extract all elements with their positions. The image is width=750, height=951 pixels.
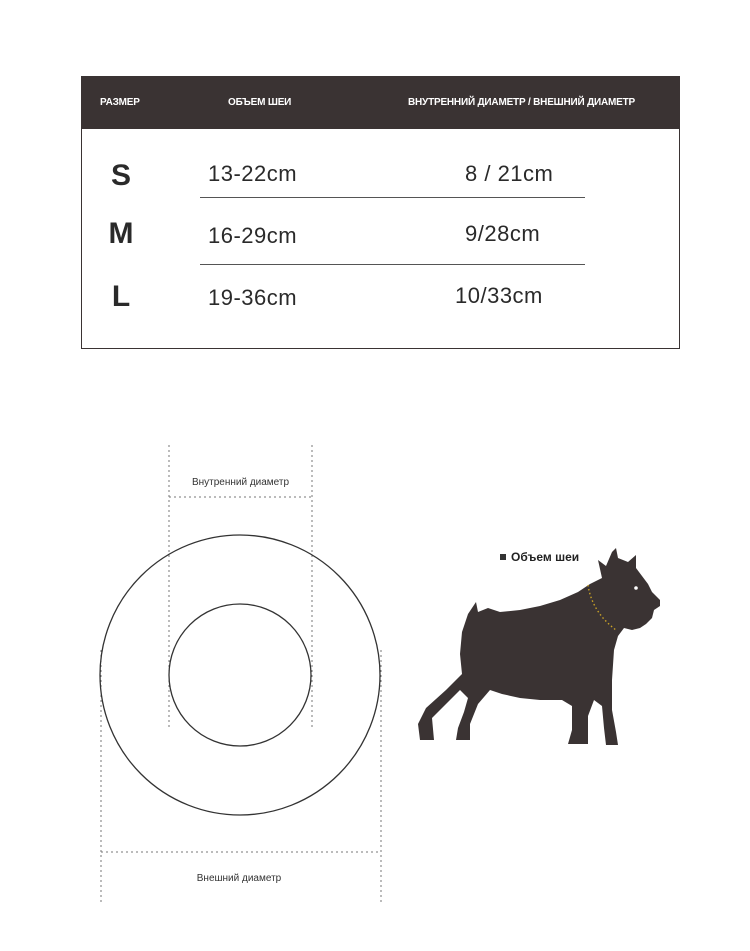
diameter-m-value: 9/28cm (465, 221, 541, 246)
header-size: РАЗМЕР (100, 97, 140, 108)
size-l-label: L (111, 280, 131, 313)
neck-s-value: 13-22cm (208, 161, 298, 186)
header-diameter: ВНУТРЕННИЙ ДИАМЕТР / ВНЕШНИЙ ДИАМЕТР (408, 97, 636, 108)
dog-eye (634, 586, 638, 590)
neck-l-value: 19-36cm (208, 285, 298, 310)
header-neck: ОБЪЕМ ШЕИ (228, 97, 292, 108)
neck-m-value: 16-29cm (208, 223, 298, 248)
outer-diameter-label: Внешний диаметр (196, 873, 282, 884)
diameter-l-value: 10/33cm (455, 283, 543, 308)
neck-label-marker (500, 554, 506, 560)
diameter-s-value: 8 / 21cm (465, 161, 554, 186)
inner-diameter-label: Внутренний диаметр (191, 477, 290, 488)
dog-silhouette (418, 548, 660, 745)
inner-circle (169, 604, 311, 746)
neck-circumference-label: Объем шеи (511, 550, 580, 564)
size-s-label: S (110, 159, 131, 192)
outer-circle (100, 535, 380, 815)
size-m-label: M (108, 217, 134, 250)
